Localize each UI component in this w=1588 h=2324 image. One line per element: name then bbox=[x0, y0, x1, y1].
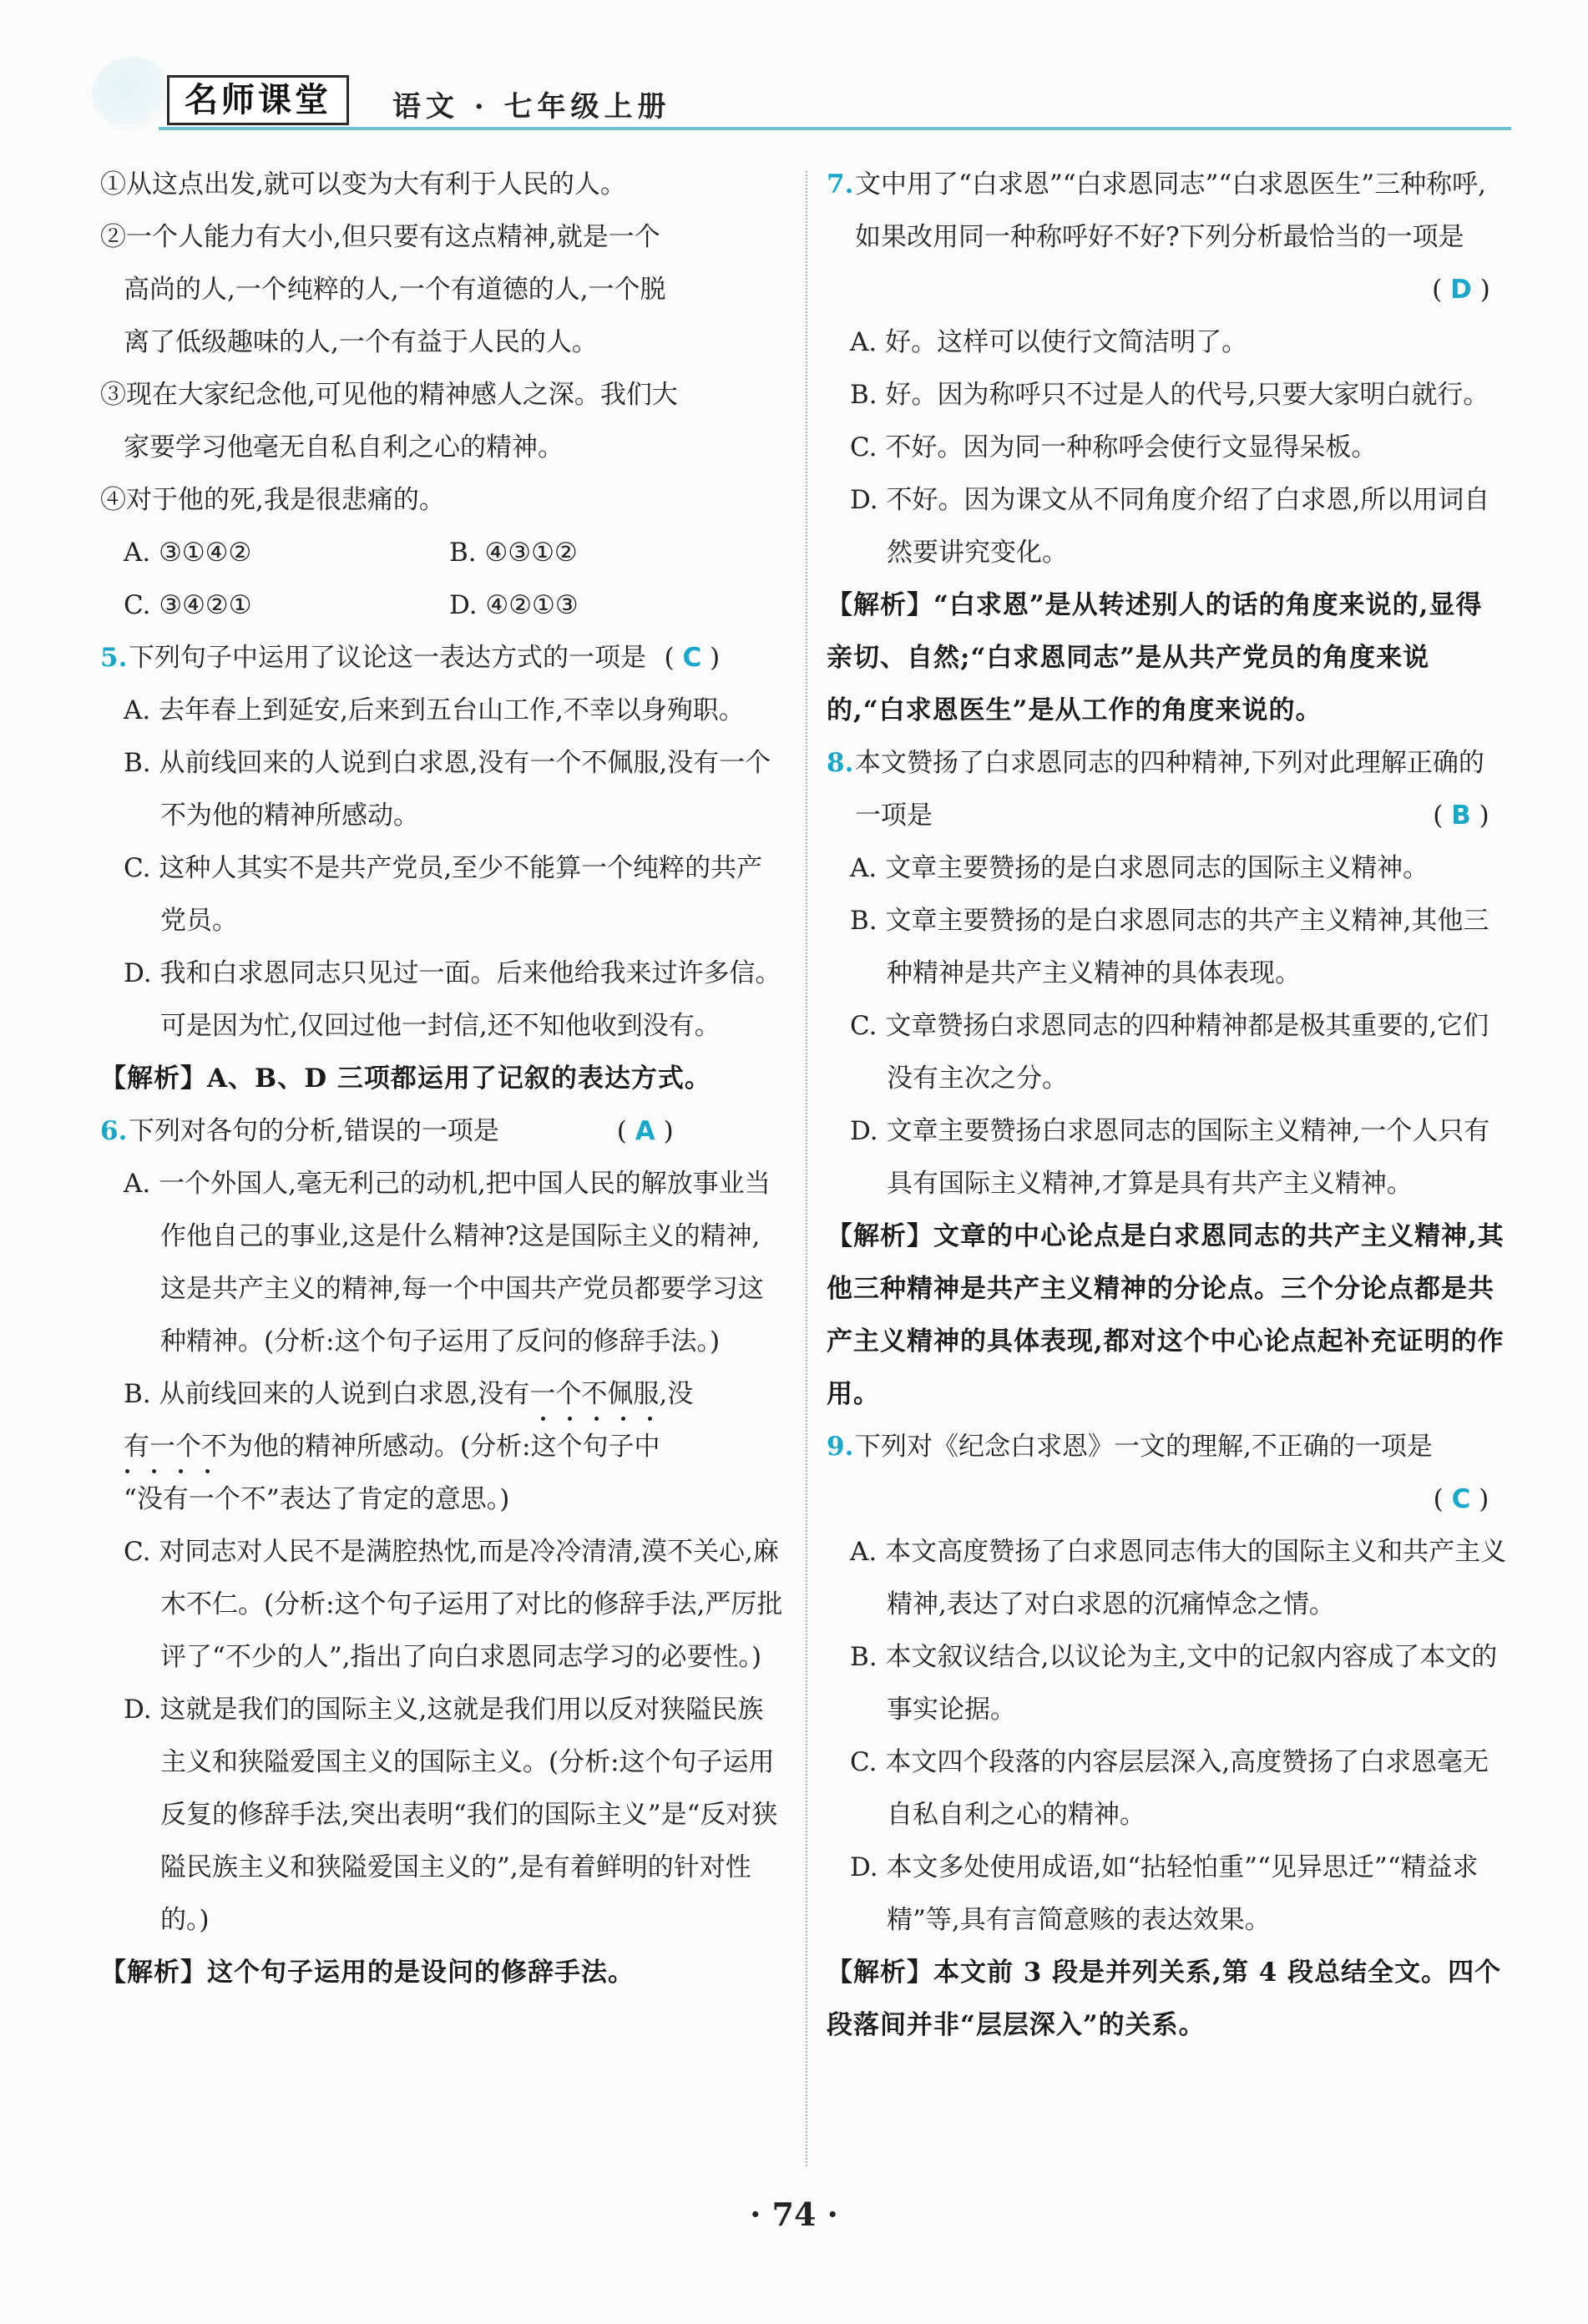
q6-option: C. 对同志对人民不是满腔热忱,而是冷冷清清,漠不关心,麻木不仁。(分析:这个句子运用了对比的修辞手法,严厉批评了“不少的人”,指出了向白求恩同志学习的必要性。) bbox=[124, 1537, 783, 1672]
q7-option: B. 好。因为称呼只不过是人的代号,只要大家明白就行。 bbox=[850, 380, 1489, 410]
q8-option: B. 文章主要赞扬的是白求恩同志的共产主义精神,其他三种精神是共产主义精神的具体表现。 bbox=[850, 906, 1489, 988]
emphasis-dot bbox=[179, 1469, 183, 1473]
q6-option-b-line: 有一个不为他的精神所感动。(分析:这个句子中 bbox=[124, 1432, 660, 1462]
analysis-text: 这个句子运用的是设问的修辞手法。 bbox=[207, 1958, 635, 1988]
question-number: 5. bbox=[100, 643, 128, 673]
question-9 bbox=[827, 1421, 1507, 1473]
header-decoration bbox=[92, 57, 175, 132]
question-stem-text: 下列句子中运用了议论这一表达方式的一项是 bbox=[129, 643, 646, 673]
q9-option: B. 本文叙议结合,以议论为主,文中的记叙内容成了本文的事实论据。 bbox=[850, 1642, 1498, 1725]
question-stem bbox=[129, 632, 785, 685]
question-stem: 下列对《纪念白求恩》一文的理解,不正确的一项是 bbox=[855, 1432, 1433, 1462]
series-brand: 名师课堂 bbox=[167, 75, 349, 125]
analysis-text: 本文前 3 段是并列关系,第 4 段总结全文。四个段落间并非“层层深入”的关系。 bbox=[827, 1958, 1502, 2040]
analysis-text: A、B、D 三项都运用了记叙的表达方式。 bbox=[207, 1063, 711, 1094]
question-number: 7. bbox=[827, 169, 854, 200]
q4-options bbox=[100, 527, 785, 579]
q4-option: D. ④②①③ bbox=[449, 590, 579, 620]
q4-item: 高尚的人,一个纯粹的人,一个有道德的人,一个脱 bbox=[124, 275, 666, 305]
question-5 bbox=[100, 632, 785, 685]
question-stem: 文中用了“白求恩”“白求恩同志”“白求恩医生”三种称呼,如果改用同一种称呼好不好?下列分析最恰当的一项是 bbox=[855, 169, 1486, 252]
analysis bbox=[100, 1947, 785, 1999]
question-number: 6. bbox=[100, 1116, 128, 1146]
analysis-tag: 【解析】 bbox=[827, 1221, 933, 1251]
q4-item: ①从这点出发,就可以变为大有利于人民的人。 bbox=[100, 169, 626, 200]
q6-option: A. 一个外国人,毫无利己的动机,把中国人民的解放事业当作他自己的事业,这是什么精神?这是国际主义的精神,这是共产主义的精神,每一个中国共产党员都要学习这种精神。(分析:这个句子运用了反问的修辞手法。) bbox=[124, 1169, 771, 1357]
answer: C bbox=[1451, 1484, 1471, 1514]
q8-option: C. 文章赞扬白求恩同志的四种精神都是极其重要的,它们没有主次之分。 bbox=[850, 1011, 1489, 1094]
q7-option: D. 不好。因为课文从不同角度介绍了白求恩,所以用词自然要讲究变化。 bbox=[850, 485, 1490, 568]
q9-option: C. 本文四个段落的内容层层深入,高度赞扬了白求恩毫无自私自利之心的精神。 bbox=[850, 1747, 1489, 1830]
q4-options bbox=[100, 579, 785, 632]
analysis bbox=[827, 1947, 1507, 2052]
q6-option: D. 这就是我们的国际主义,这就是我们用以反对狭隘民族主义和狭隘爱国主义的国际主义。(分析:这个句子运用反复的修辞手法,突出表明“我们的国际主义”是“反对狭隘民族主义和狭隘爱国主义的”,是有着鲜明的针对性的。) bbox=[124, 1695, 778, 1935]
analysis-tag: 【解析】 bbox=[827, 590, 933, 620]
q8-option: D. 文章主要赞扬白求恩同志的国际主义精神,一个人只有具有国际主义精神,才算是具有共产主义精神。 bbox=[850, 1116, 1490, 1199]
analysis-text: “白求恩”是从转述别人的话的角度来说的,显得亲切、自然;“白求恩同志”是从共产党员的角度来说的,“白求恩医生”是从工作的角度来说的。 bbox=[827, 590, 1483, 725]
right-column bbox=[827, 159, 1507, 2052]
answer-bracket: ( D ) bbox=[1432, 275, 1490, 305]
q4-option: C. ③④②① bbox=[124, 590, 252, 620]
q9-option: D. 本文多处使用成语,如“拈轻怕重”“见异思迁”“精益求精”等,具有言简意赅的表达效果。 bbox=[850, 1852, 1479, 1935]
q4-option: A. ③①④② bbox=[124, 538, 252, 568]
answer: A bbox=[635, 1116, 655, 1146]
analysis bbox=[100, 1053, 785, 1105]
q4-option: B. ④③①② bbox=[449, 538, 578, 568]
answer-bracket: ( C ) bbox=[664, 643, 721, 673]
analysis-tag: 【解析】 bbox=[827, 1958, 933, 1988]
q7-option: A. 好。这样可以使行文简洁明了。 bbox=[850, 327, 1248, 357]
q5-option: A. 去年春上到延安,后来到五台山工作,不幸以身殉职。 bbox=[124, 695, 745, 725]
analysis bbox=[827, 579, 1507, 737]
q4-item: 家要学习他毫无自私自利之心的精神。 bbox=[124, 432, 564, 462]
q4-items bbox=[100, 159, 785, 527]
answer-bracket: ( A ) bbox=[616, 1116, 674, 1146]
emphasis-dot bbox=[205, 1469, 210, 1473]
answer-bracket: ( B ) bbox=[1433, 801, 1489, 831]
q6-option-b bbox=[100, 1368, 785, 1421]
analysis-tag: 【解析】 bbox=[100, 1958, 207, 1988]
answer: D bbox=[1450, 275, 1472, 305]
header-rule bbox=[159, 127, 1511, 130]
question-6 bbox=[100, 1105, 785, 1158]
q4-item: ②一个人能力有大小,但只要有这点精神,就是一个 bbox=[100, 222, 660, 252]
analysis-text: 文章的中心论点是白求恩同志的共产主义精神,其他三种精神是共产主义精神的分论点。三个分论点都是共产主义精神的具体表现,都对这个中心论点起补充证明的作用。 bbox=[827, 1221, 1505, 1409]
question-stem-text: 下列对各句的分析,错误的一项是 bbox=[129, 1116, 499, 1146]
analysis bbox=[827, 1210, 1507, 1421]
q6-option-b-line: “没有一个不”表达了肯定的意思。) bbox=[124, 1484, 510, 1514]
question-stem bbox=[129, 1105, 785, 1158]
answer-bracket: ( C ) bbox=[1433, 1484, 1489, 1514]
question-stem: 本文赞扬了白求恩同志的四种精神,下列对此理解正确的一项是 bbox=[855, 748, 1484, 831]
emphasis-dot bbox=[152, 1469, 156, 1473]
q5-option: C. 这种人其实不是共产党员,至少不能算一个纯粹的共产党员。 bbox=[124, 853, 763, 936]
book-title: 语文 · 七年级上册 bbox=[392, 90, 671, 124]
answer-row bbox=[827, 264, 1507, 316]
page-number: · 74 · bbox=[750, 2195, 838, 2233]
left-column bbox=[100, 159, 785, 1999]
q4-item: ④对于他的死,我是很悲痛的。 bbox=[100, 485, 445, 515]
answer: C bbox=[682, 643, 702, 673]
q5-option: B. 从前线回来的人说到白求恩,没有一个不佩服,没有一个不为他的精神所感动。 bbox=[124, 748, 771, 831]
question-7 bbox=[827, 159, 1507, 264]
q7-option: C. 不好。因为同一种称呼会使行文显得呆板。 bbox=[850, 432, 1378, 462]
q8-option: A. 文章主要赞扬的是白求恩同志的国际主义精神。 bbox=[850, 853, 1429, 883]
page-header bbox=[92, 50, 1511, 142]
q4-item: ③现在大家纪念他,可见他的精神感人之深。我们大 bbox=[100, 380, 678, 410]
question-number: 8. bbox=[827, 748, 854, 778]
question-number: 9. bbox=[827, 1432, 854, 1462]
column-divider bbox=[806, 171, 807, 2166]
q5-option: D. 我和白求恩同志只见过一面。后来他给我来过许多信。可是因为忙,仅回过他一封信,还不知他收到没有。 bbox=[124, 958, 781, 1041]
emphasis-dot bbox=[125, 1469, 129, 1473]
question-8 bbox=[827, 737, 1507, 842]
q6-option-b bbox=[100, 1421, 785, 1473]
q9-option: A. 本文高度赞扬了白求恩同志伟大的国际主义和共产主义精神,表达了对白求恩的沉痛悼念之情。 bbox=[850, 1537, 1507, 1619]
q6-option-b-line: B. 从前线回来的人说到白求恩,没有一个不佩服,没 bbox=[124, 1379, 694, 1409]
q4-item: 离了低级趣味的人,一个有益于人民的人。 bbox=[124, 327, 598, 357]
analysis-tag: 【解析】 bbox=[100, 1063, 207, 1094]
answer-row bbox=[827, 1473, 1507, 1526]
answer: B bbox=[1451, 801, 1471, 831]
